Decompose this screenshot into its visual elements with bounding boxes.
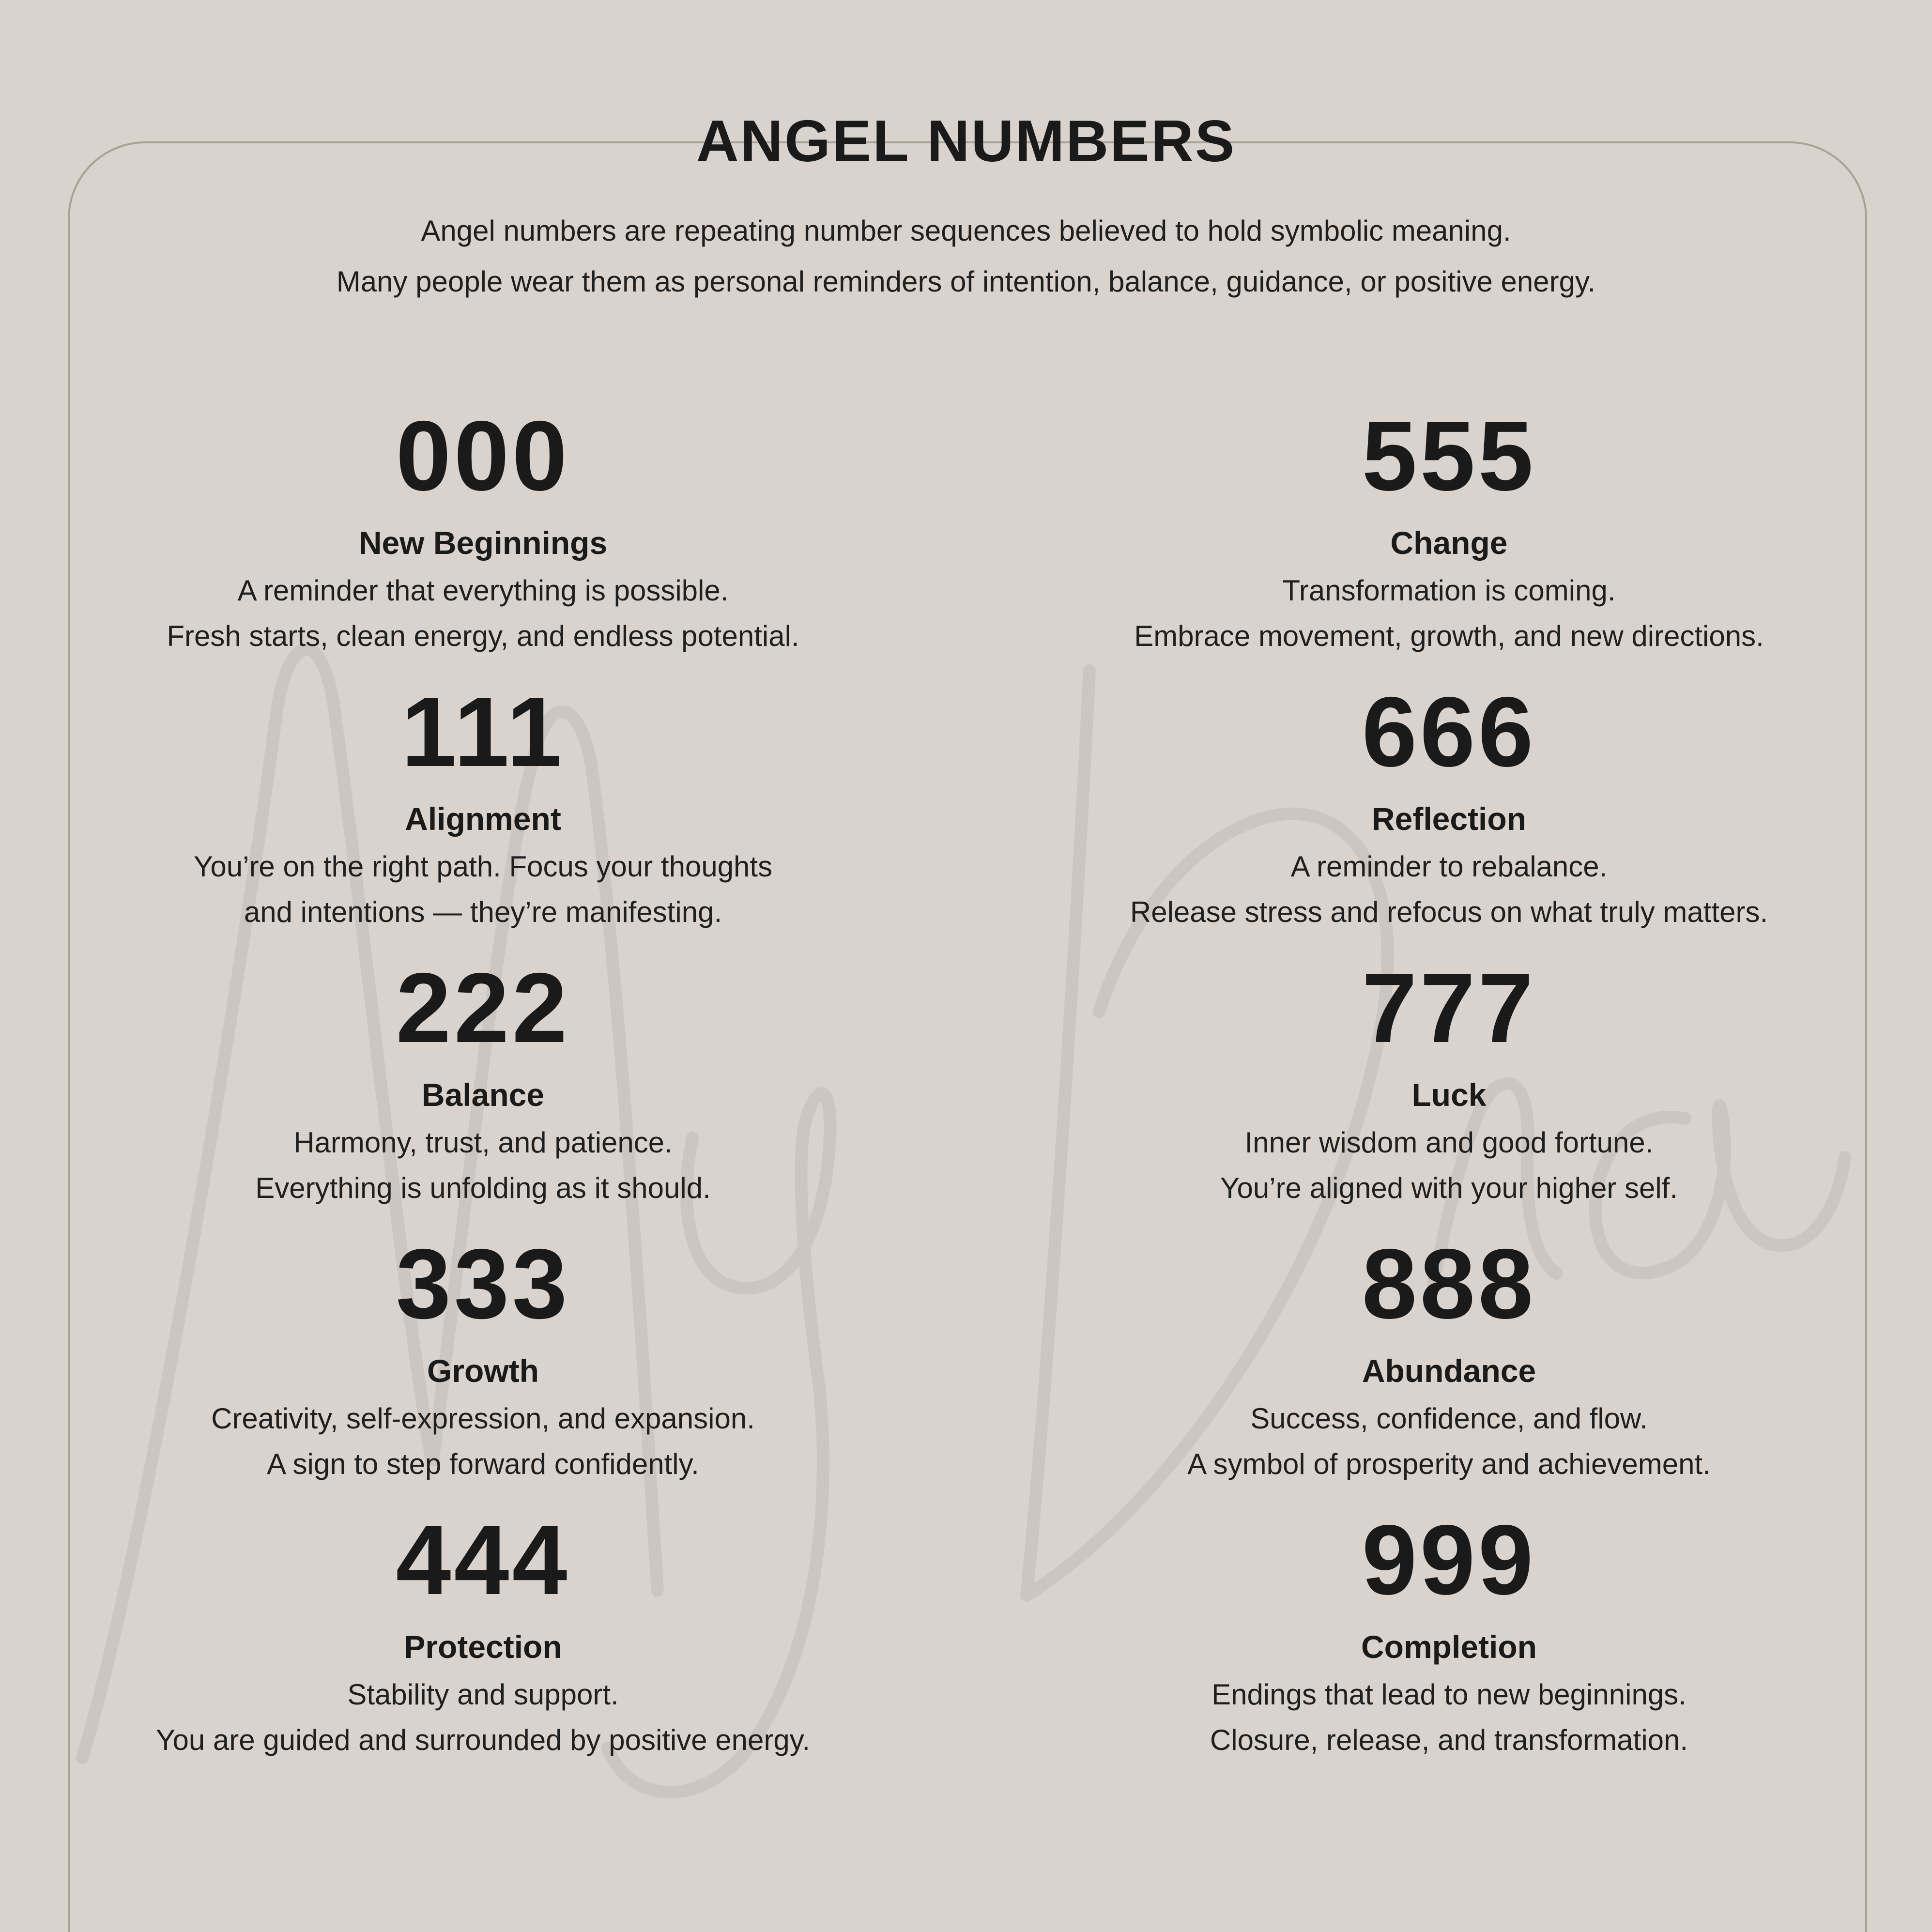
entry-description: [966, 844, 1932, 935]
poster-content: [0, 108, 1932, 1786]
subtitle-line-1: Angel numbers are repeating number sequences believed to hold symbolic meaning.: [421, 215, 1511, 247]
entry-number: 444: [396, 1504, 570, 1615]
entry-number: 333: [396, 1228, 570, 1339]
entry-number: 111: [401, 676, 565, 787]
entry-444: [0, 1504, 966, 1786]
entry-desc-line-1: Endings that lead to new beginnings.: [1211, 1678, 1687, 1711]
entry-number: 555: [1362, 400, 1536, 511]
subtitle-line-2: Many people wear them as personal reminders of intention, balance, guidance, or positive energy.: [336, 265, 1596, 298]
entry-desc-line-2: Fresh starts, clean energy, and endless potential.: [167, 620, 799, 653]
entry-desc-line-1: A reminder to rebalance.: [1290, 850, 1608, 883]
entry-keyword: Growth: [427, 1353, 539, 1389]
entry-888: [966, 1228, 1932, 1510]
entry-777: [966, 952, 1932, 1234]
entry-desc-line-1: You’re on the right path. Focus your thoughts: [193, 850, 773, 883]
entry-description: [966, 1120, 1932, 1211]
entry-desc-line-1: Success, confidence, and flow.: [1250, 1402, 1648, 1435]
entry-desc-line-2: Release stress and refocus on what truly matters.: [1130, 896, 1768, 929]
entry-number: 666: [1362, 676, 1536, 787]
entry-keyword: Change: [1390, 525, 1508, 561]
entry-desc-line-2: A sign to step forward confidently.: [267, 1448, 699, 1481]
entry-description: [0, 568, 966, 659]
entry-keyword: Balance: [421, 1077, 545, 1113]
entry-desc-line-1: Stability and support.: [347, 1678, 619, 1711]
entry-keyword: Alignment: [405, 801, 561, 837]
entry-666: [966, 676, 1932, 958]
entry-number: 222: [396, 952, 570, 1063]
entry-999: [966, 1504, 1932, 1786]
entry-number: 777: [1362, 952, 1536, 1063]
entry-desc-line-2: Closure, release, and transformation.: [1210, 1724, 1688, 1757]
entry-keyword: New Beginnings: [358, 525, 608, 561]
entry-description: [0, 1672, 966, 1763]
entry-keyword: Completion: [1361, 1629, 1537, 1665]
entry-desc-line-2: You are guided and surrounded by positive energy.: [156, 1724, 810, 1757]
entry-desc-line-1: Harmony, trust, and patience.: [293, 1126, 673, 1159]
entry-111: [0, 676, 966, 958]
entry-keyword: Luck: [1411, 1077, 1487, 1113]
angel-numbers-grid: [0, 400, 1932, 1786]
entry-number: 000: [396, 400, 570, 511]
entry-222: [0, 952, 966, 1234]
entry-description: [0, 1396, 966, 1487]
entry-desc-line-2: You’re aligned with your higher self.: [1220, 1172, 1678, 1205]
entry-desc-line-2: A symbol of prosperity and achievement.: [1187, 1448, 1711, 1481]
entry-keyword: Abundance: [1362, 1353, 1536, 1389]
entry-number: 999: [1362, 1504, 1536, 1615]
entry-description: [966, 1672, 1932, 1763]
entry-desc-line-1: A reminder that everything is possible.: [237, 574, 729, 607]
entry-description: [966, 568, 1932, 659]
entry-desc-line-2: Embrace movement, growth, and new directions.: [1134, 620, 1764, 653]
entry-description: [0, 1120, 966, 1211]
entry-description: [0, 844, 966, 935]
entry-keyword: Reflection: [1371, 801, 1527, 837]
entry-desc-line-1: Creativity, self-expression, and expansion.: [211, 1402, 755, 1435]
entry-333: [0, 1228, 966, 1510]
entry-555: [966, 400, 1932, 682]
entry-000: [0, 400, 966, 682]
entry-desc-line-2: and intentions — they’re manifesting.: [244, 896, 722, 929]
entry-description: [966, 1396, 1932, 1487]
entry-number: 888: [1362, 1228, 1536, 1339]
entry-keyword: Protection: [404, 1629, 562, 1665]
subtitle: [0, 205, 1932, 307]
entry-desc-line-1: Inner wisdom and good fortune.: [1244, 1126, 1654, 1159]
page-title: ANGEL NUMBERS: [696, 108, 1236, 174]
entry-desc-line-1: Transformation is coming.: [1282, 574, 1616, 607]
entry-desc-line-2: Everything is unfolding as it should.: [255, 1172, 711, 1205]
